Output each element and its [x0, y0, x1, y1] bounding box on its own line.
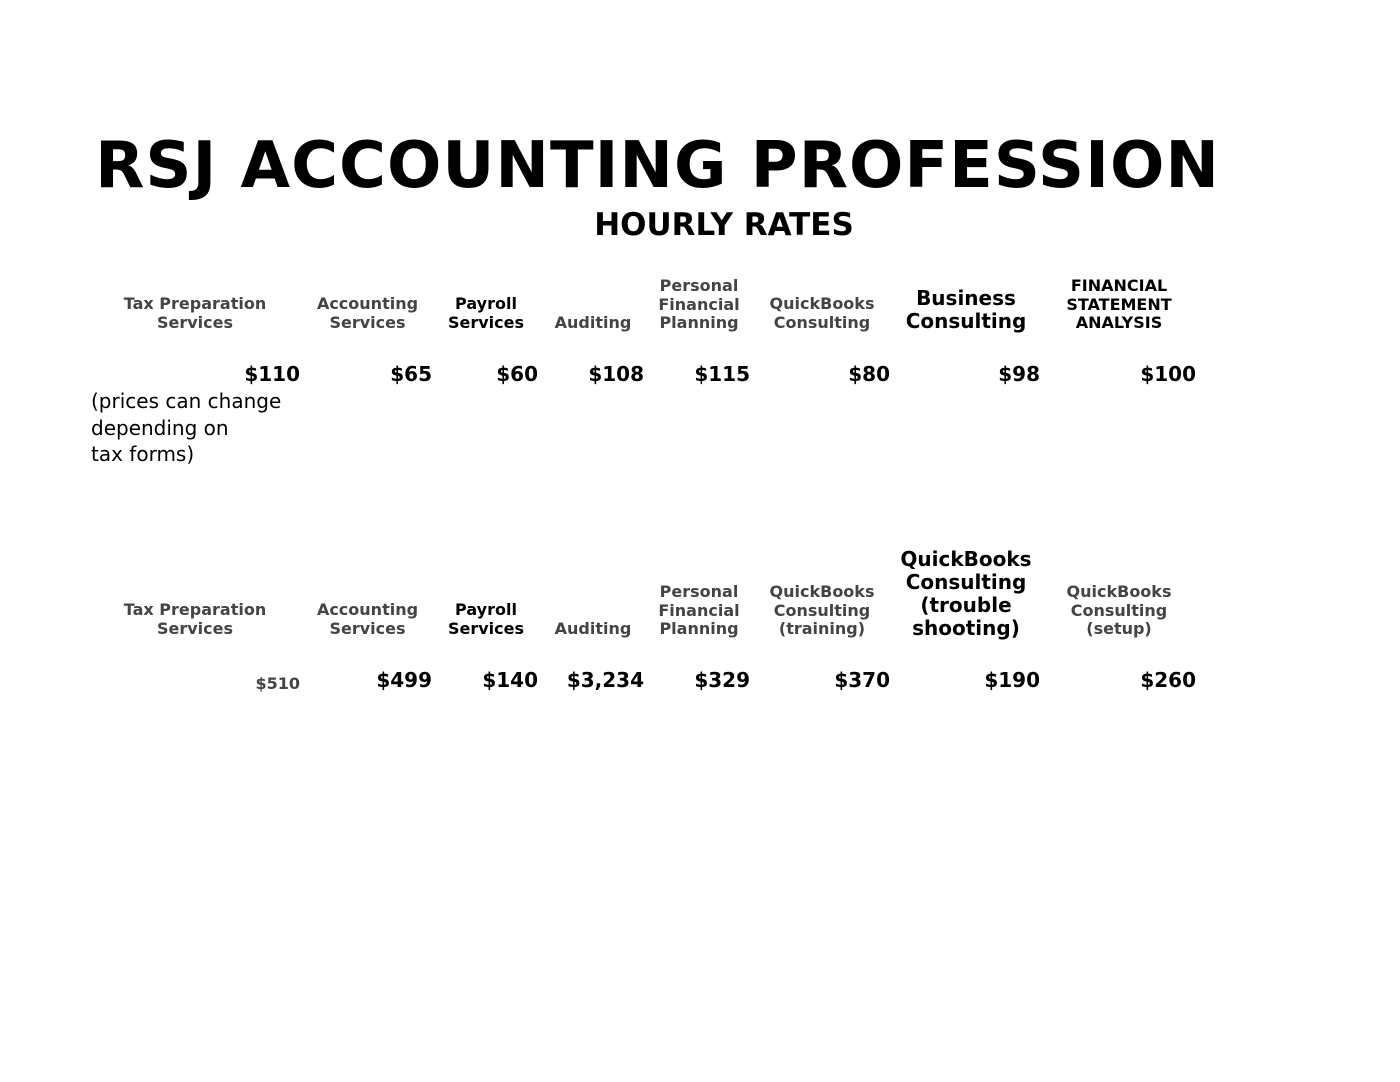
page-title: RSJ ACCOUNTING PROFESSION: [95, 129, 1220, 203]
price-quickbooks-consulting: $80: [848, 362, 890, 386]
price-personal-financial-planning: $115: [694, 362, 750, 386]
header2-accounting-services: Accounting Services: [316, 600, 419, 638]
price2-accounting: $499: [376, 668, 432, 692]
price-auditing: $108: [588, 362, 644, 386]
header2-quickbooks-consulting-setup: QuickBooks Consulting (setup): [1066, 582, 1172, 638]
header-payroll-services: Payroll Services: [447, 294, 525, 332]
header-quickbooks-consulting: QuickBooks Consulting: [769, 294, 875, 332]
header-auditing: Auditing: [554, 313, 632, 332]
price2-quickbooks-consulting-trouble-shooting: $190: [984, 668, 1040, 692]
price2-payroll: $140: [482, 668, 538, 692]
header-accounting-services: Accounting Services: [316, 294, 419, 332]
price-business-consulting: $98: [998, 362, 1040, 386]
header-financial-statement-analysis: FINANCIAL STATEMENT ANALYSIS: [1066, 276, 1172, 332]
header-business-consulting: Business Consulting: [905, 286, 1027, 333]
price2-quickbooks-consulting-setup: $260: [1140, 668, 1196, 692]
price2-quickbooks-consulting-training: $370: [834, 668, 890, 692]
price2-personal-financial-planning: $329: [694, 668, 750, 692]
header2-quickbooks-consulting-trouble-shooting: QuickBooks Consulting (trouble shooting): [900, 547, 1032, 640]
price-note: (prices can change depending on tax forms): [91, 389, 282, 466]
price2-auditing: $3,234: [566, 668, 644, 692]
header-personal-financial-planning: Personal Financial Planning: [658, 276, 740, 332]
header-tax-preparation-services: Tax Preparation Services: [123, 294, 267, 332]
price-financial-statement-analysis: $100: [1140, 362, 1196, 386]
header2-auditing: Auditing: [554, 619, 632, 638]
header2-payroll-services: Payroll Services: [447, 600, 525, 638]
price-payroll: $60: [496, 362, 538, 386]
price-tax-preparation: $110: [244, 362, 300, 386]
page-subtitle: HOURLY RATES: [594, 207, 854, 243]
price-accounting: $65: [390, 362, 432, 386]
price2-tax-preparation: $510: [255, 674, 300, 693]
header2-personal-financial-planning: Personal Financial Planning: [658, 582, 740, 638]
header2-quickbooks-consulting-training: QuickBooks Consulting (training): [769, 582, 875, 638]
header2-tax-preparation-services: Tax Preparation Services: [123, 600, 267, 638]
